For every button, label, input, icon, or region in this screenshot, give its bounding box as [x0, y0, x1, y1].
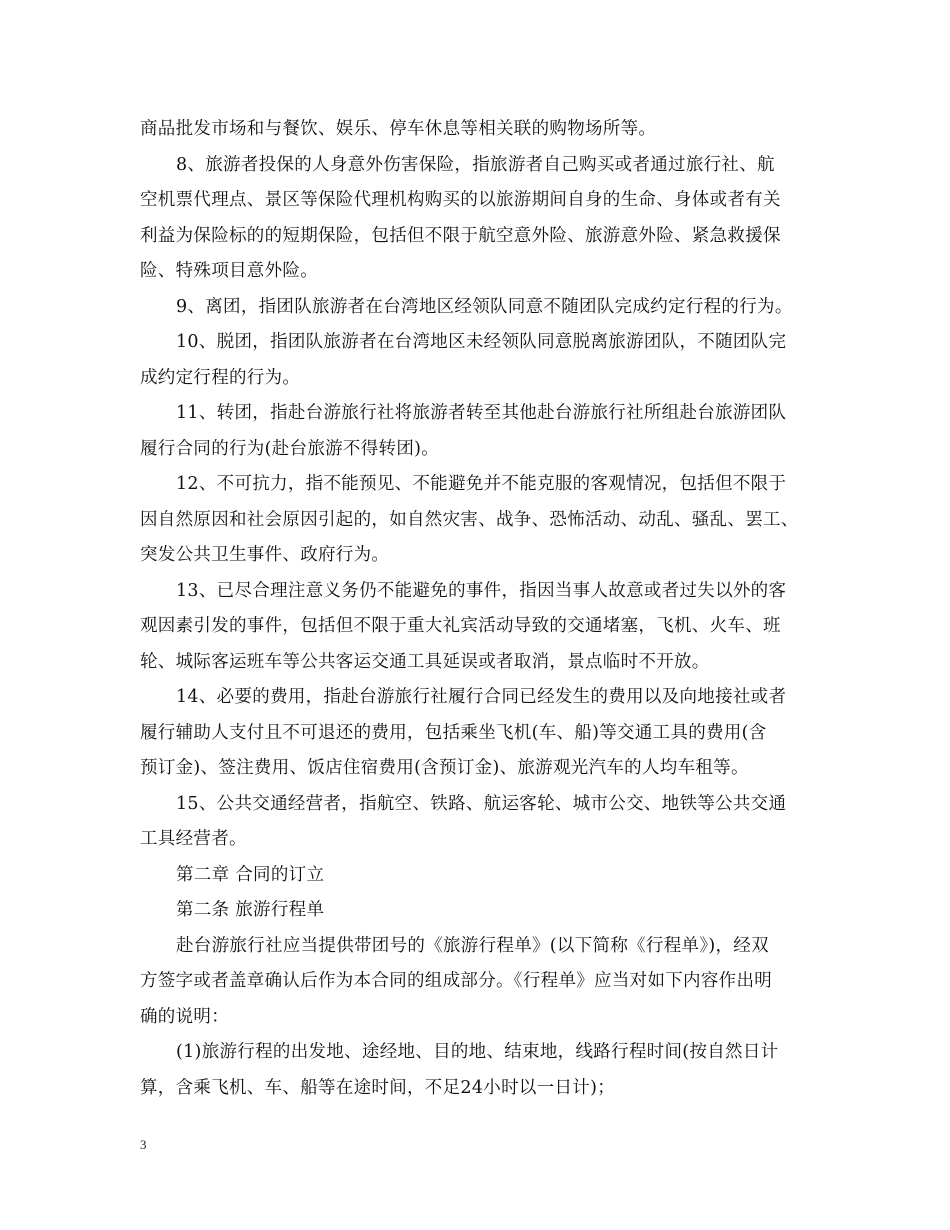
text-line: 10、脱团，指团队旅游者在台湾地区未经领队同意脱离旅游团队，不随团队完 — [176, 332, 787, 352]
text-line: 突发公共卫生事件、政府行为。 — [140, 545, 390, 565]
text-line: 预订金)、签注费用、饭店住宿费用(含预订金)、旅游观光汽车的人均车租等。 — [140, 758, 749, 778]
text-line: 赴台游旅行社应当提供带团号的《旅游行程单》(以下简称《行程单》)，经双 — [176, 935, 769, 956]
text-line: 算，含乘飞机、车、船等在途时间，不足24小时以一日计)； — [140, 1077, 615, 1098]
text-line: 8、旅游者投保的人身意外伤害保险，指旅游者自己购买或者通过旅行社、航 — [176, 154, 775, 175]
text-line: 9、离团，指团队旅游者在台湾地区经领队同意不随团队完成约定行程的行为。 — [176, 296, 793, 317]
text-line: 13、已尽合理注意义务仍不能避免的事件，指因当事人故意或者过失以外的客 — [176, 580, 787, 601]
chapter-heading: 第二章 合同的订立 — [176, 864, 325, 885]
text-line: 成约定行程的行为。 — [140, 367, 301, 388]
text-line: 12、不可抗力，指不能预见、不能避免并不能克服的客观情况，包括但不限于 — [176, 474, 787, 494]
text-line: (1)旅游行程的出发地、途经地、目的地、结束地，线路行程时间(按自然日计 — [176, 1042, 779, 1062]
text-line: 商品批发市场和与餐饮、娱乐、停车休息等相关联的购物场所等。 — [140, 119, 657, 139]
text-line: 工具经营者。 — [140, 829, 247, 849]
text-line: 方签字或者盖章确认后作为本合同的组成部分。《行程单》应当对如下内容作出明 — [140, 971, 773, 991]
text-line: 确的说明： — [140, 1006, 229, 1027]
text-line: 轮、城际客运班车等公共客运交通工具延误或者取消，景点临时不开放。 — [140, 651, 710, 672]
text-line: 观因素引发的事件，包括但不限于重大礼宾活动导致的交通堵塞，飞机、火车、班 — [140, 616, 781, 636]
text-line: 空机票代理点、景区等保险代理机构购买的以旅游期间自身的生命、身体或者有关 — [140, 190, 781, 210]
text-line: 履行辅助人支付且不可退还的费用，包括乘坐飞机(车、船)等交通工具的费用(含 — [140, 722, 767, 743]
text-line: 险、特殊项目意外险。 — [140, 261, 318, 281]
body-text — [140, 112, 820, 1106]
text-line: 15、公共交通经营者，指航空、铁路、航运客轮、城市公交、地铁等公共交通 — [176, 793, 787, 814]
text-line: 履行合同的行为(赴台旅游不得转团)。 — [140, 438, 440, 459]
text-line: 利益为保险标的的短期保险，包括但不限于航空意外险、旅游意外险、紧急救援保 — [140, 225, 781, 246]
article-heading: 第二条 旅游行程单 — [176, 900, 325, 920]
text-line: 11、转团，指赴台游旅行社将旅游者转至其他赴台游旅行社所组赴台旅游团队 — [176, 403, 787, 423]
text-line: 14、必要的费用，指赴台游旅行社履行合同已经发生的费用以及向地接社或者 — [176, 687, 787, 707]
text-line: 因自然原因和社会原因引起的，如自然灾害、战争、恐怖活动、动乱、骚乱、罢工、 — [140, 509, 799, 530]
page-number: 3 — [140, 1137, 147, 1152]
